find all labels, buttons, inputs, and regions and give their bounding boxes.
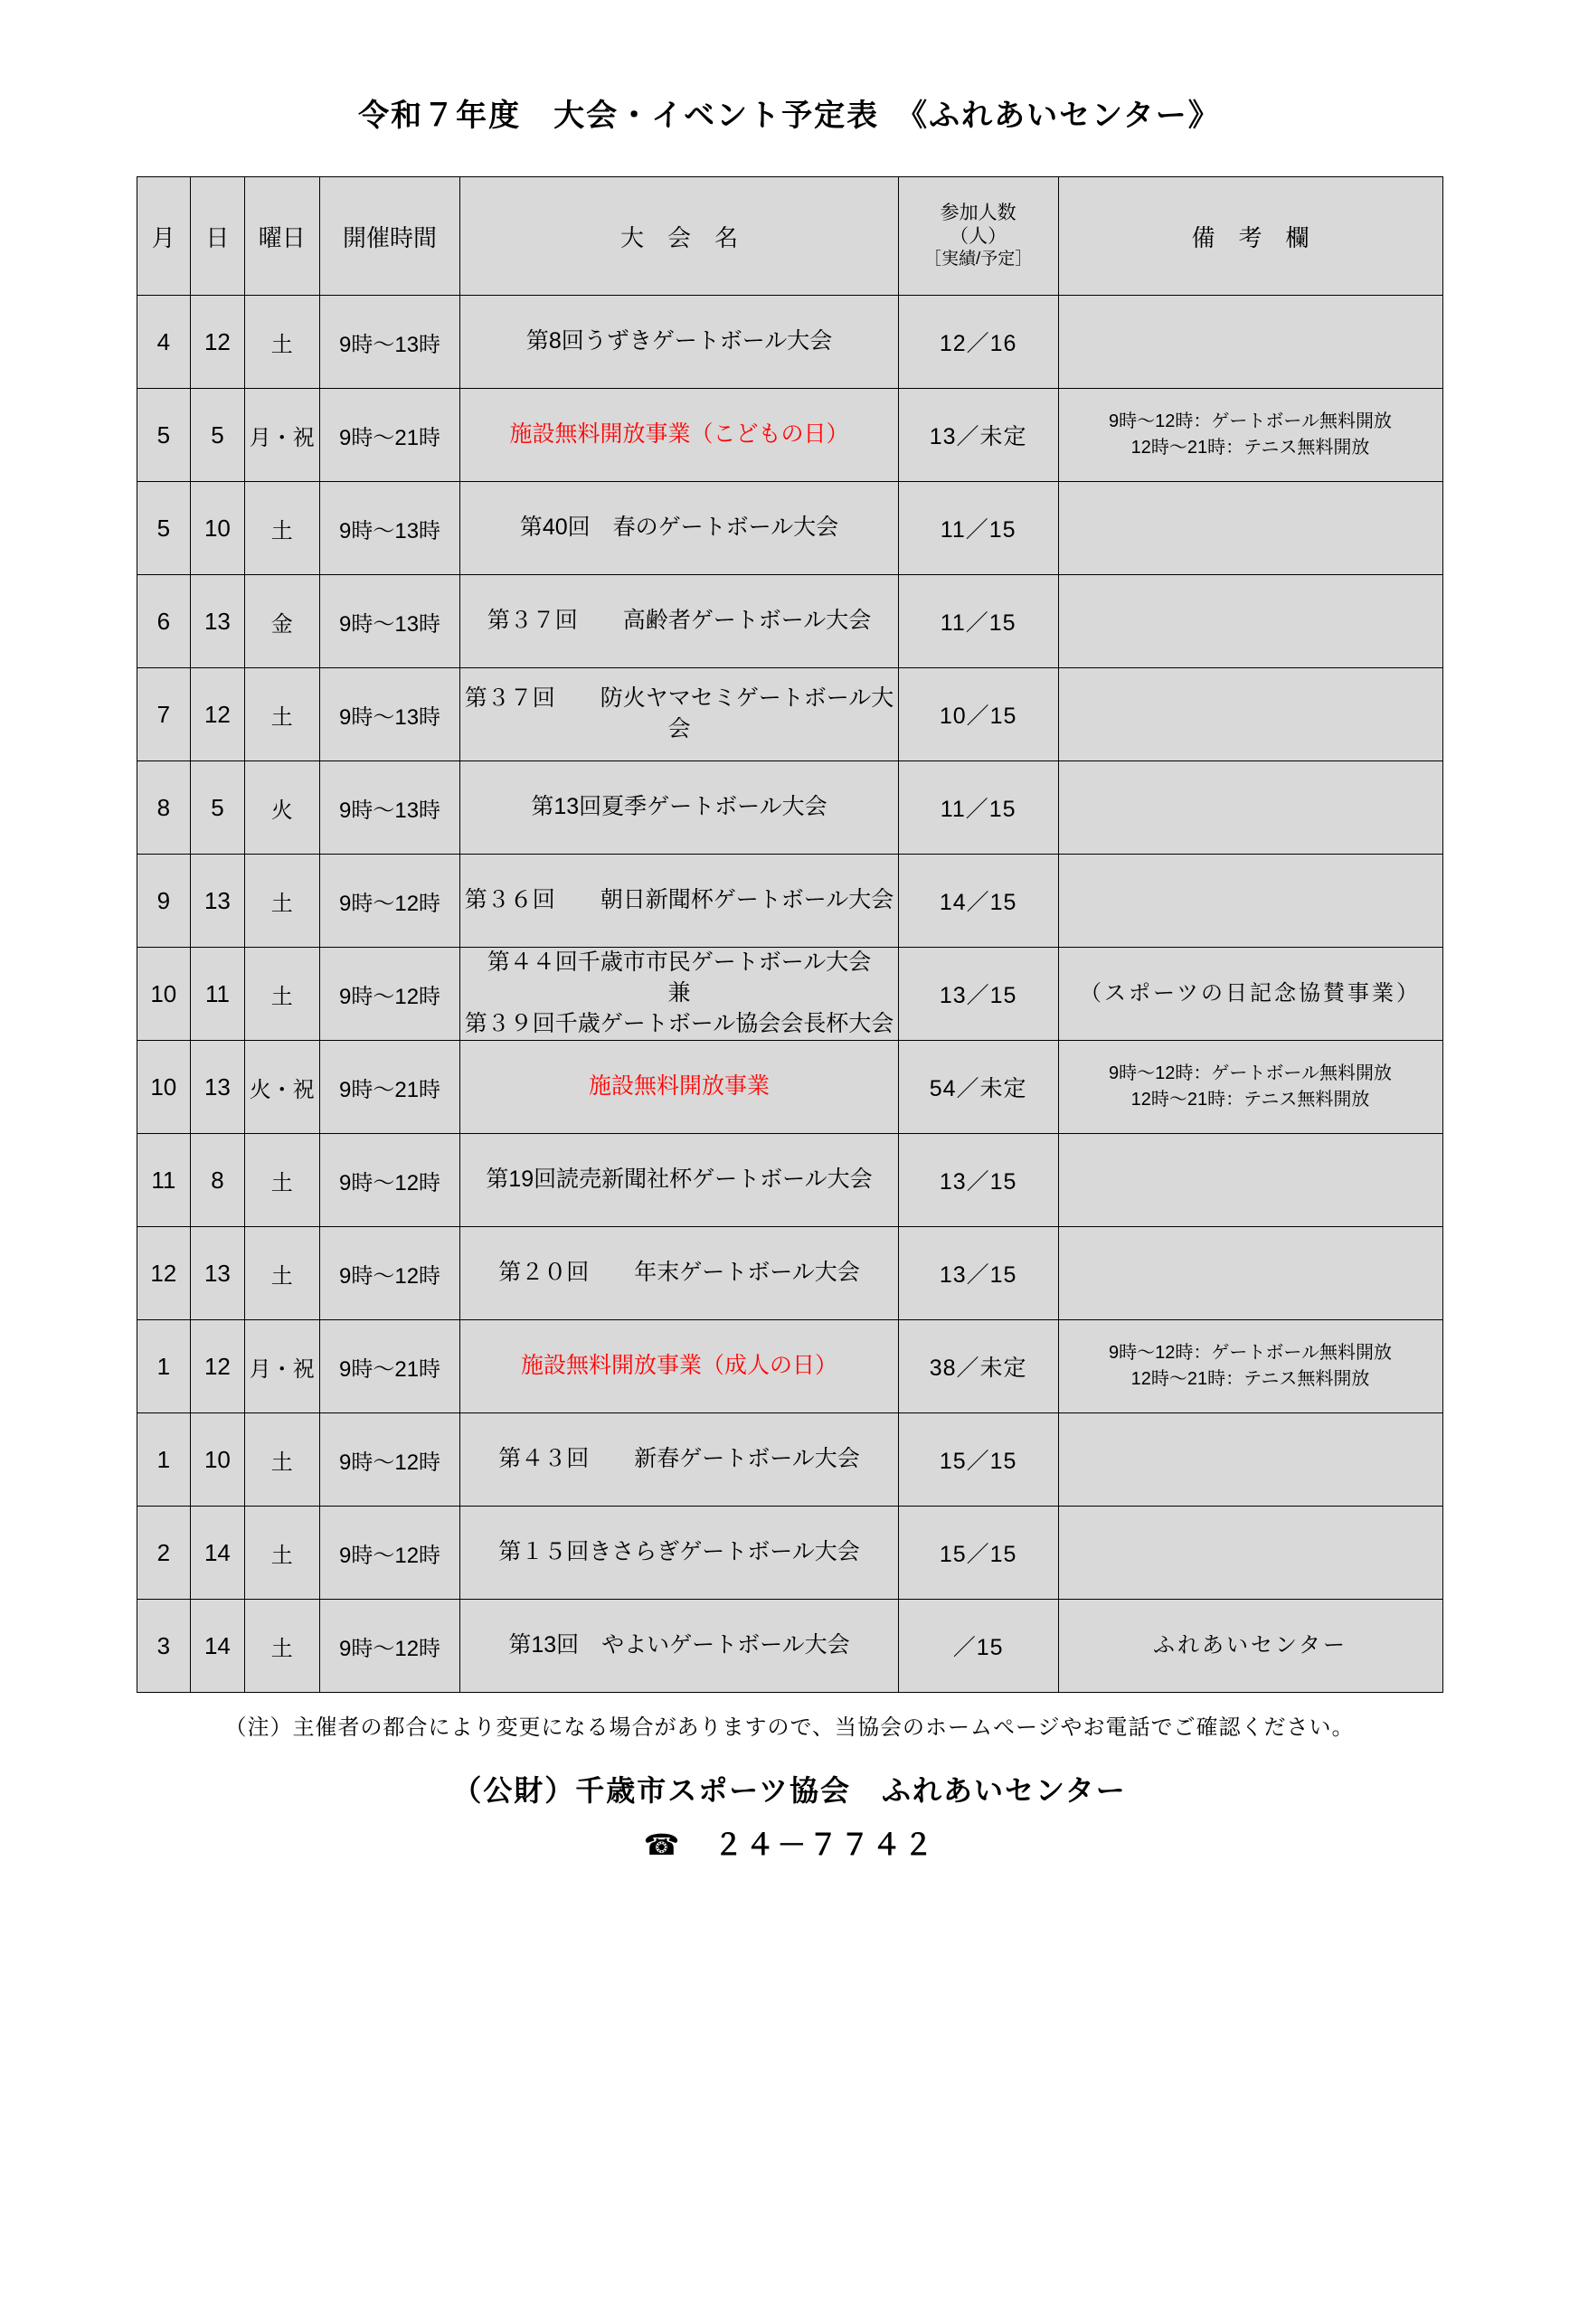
cell-participants: 13／未定 [898,389,1058,482]
cell-day: 10 [191,1413,245,1507]
cell-time: 9時〜13時 [319,575,459,668]
cell-time: 9時〜21時 [319,1041,459,1134]
table-row [137,1134,1442,1227]
cell-day: 12 [191,296,245,389]
cell-month: 11 [137,1134,191,1227]
cell-note [1058,296,1442,389]
cell-day: 14 [191,1600,245,1693]
column-header-month: 月 [137,177,191,296]
table-row [137,1227,1442,1320]
cell-month: 5 [137,389,191,482]
table-row [137,855,1442,948]
cell-time: 9時〜13時 [319,761,459,855]
cell-time: 9時〜13時 [319,296,459,389]
column-header-day: 日 [191,177,245,296]
cell-time: 9時〜13時 [319,482,459,575]
cell-event-name: 第４３回 新春ゲートボール大会 [460,1413,899,1507]
cell-time: 9時〜12時 [319,948,459,1041]
cell-note [1058,1507,1442,1600]
cell-participants: 15／15 [898,1507,1058,1600]
cell-event-name: 第１５回きさらぎゲートボール大会 [460,1507,899,1600]
schedule-table [137,176,1443,1693]
cell-event-name: 第13回夏季ゲートボール大会 [460,761,899,855]
cell-weekday: 火 [244,761,319,855]
cell-note: ふれあいセンター [1058,1600,1442,1693]
cell-note [1058,575,1442,668]
cell-note [1058,668,1442,761]
people-header-line1: 参加人数 [940,202,1016,223]
cell-weekday: 土 [244,1507,319,1600]
table-row [137,1320,1442,1413]
cell-day: 12 [191,668,245,761]
cell-weekday: 火・祝 [244,1041,319,1134]
cell-month: 9 [137,855,191,948]
cell-day: 10 [191,482,245,575]
cell-time: 9時〜13時 [319,668,459,761]
cell-month: 8 [137,761,191,855]
cell-participants: 13／15 [898,1227,1058,1320]
cell-weekday: 土 [244,1600,319,1693]
footer [0,1768,1579,1864]
cell-participants: 13／15 [898,1134,1058,1227]
cell-event-name: 第13回 やよいゲートボール大会 [460,1600,899,1693]
cell-day: 13 [191,855,245,948]
cell-event-name: 第４４回千歳市市民ゲートボール大会 兼 第３９回千歳ゲートボール協会会長杯大会 [460,948,899,1041]
cell-time: 9時〜12時 [319,855,459,948]
table-row [137,1413,1442,1507]
document-page [0,90,1579,2324]
cell-time: 9時〜12時 [319,1413,459,1507]
cell-month: 7 [137,668,191,761]
cell-note [1058,482,1442,575]
cell-day: 8 [191,1134,245,1227]
table-row [137,668,1442,761]
cell-participants: 12／16 [898,296,1058,389]
column-header-weekday: 曜日 [244,177,319,296]
cell-event-name: 第２０回 年末ゲートボール大会 [460,1227,899,1320]
cell-note [1058,1227,1442,1320]
cell-month: 5 [137,482,191,575]
footer-organization: （公財）千歳市スポーツ協会 ふれあいセンター [452,1774,1127,1807]
cell-event-name: 施設無料開放事業（成人の日） [460,1320,899,1413]
cell-event-name: 施設無料開放事業（こどもの日） [460,389,899,482]
cell-day: 13 [191,1041,245,1134]
table-row [137,1600,1442,1693]
cell-participants: 14／15 [898,855,1058,948]
table-row [137,296,1442,389]
cell-weekday: 土 [244,855,319,948]
cell-participants: 11／15 [898,761,1058,855]
cell-event-name: 施設無料開放事業 [460,1041,899,1134]
table-row [137,482,1442,575]
cell-month: 3 [137,1600,191,1693]
cell-weekday: 土 [244,296,319,389]
cell-event-name: 第19回読売新聞社杯ゲートボール大会 [460,1134,899,1227]
cell-note [1058,855,1442,948]
cell-month: 2 [137,1507,191,1600]
cell-event-name: 第３６回 朝日新聞杯ゲートボール大会 [460,855,899,948]
cell-time: 9時〜21時 [319,389,459,482]
cell-weekday: 月・祝 [244,389,319,482]
cell-month: 4 [137,296,191,389]
cell-month: 12 [137,1227,191,1320]
cell-participants: 54／未定 [898,1041,1058,1134]
cell-month: 10 [137,1041,191,1134]
cell-day: 5 [191,389,245,482]
cell-note [1058,1134,1442,1227]
cell-note: 9時〜12時：ゲートボール無料開放 12時〜21時：テニス無料開放 [1058,1320,1442,1413]
cell-participants: 13／15 [898,948,1058,1041]
disclaimer-note: （注）主催者の都合により変更になる場合がありますので、当協会のホームページやお電話でご確認ください。 [224,1715,1355,1740]
cell-time: 9時〜12時 [319,1600,459,1693]
schedule-table-wrapper [137,176,1443,1693]
footer-telephone: ☎ ２４－７７４２ [643,1828,936,1861]
cell-month: 1 [137,1413,191,1507]
cell-note [1058,1413,1442,1507]
cell-participants: 38／未定 [898,1320,1058,1413]
page-title: 令和７年度 大会・イベント予定表 《ふれあいセンター》 [358,99,1221,133]
cell-event-name: 第３７回 防火ヤマセミゲートボール大会 [460,668,899,761]
column-header-event: 大 会 名 [460,177,899,296]
table-header [137,177,1442,296]
cell-weekday: 土 [244,1227,319,1320]
cell-time: 9時〜21時 [319,1320,459,1413]
cell-event-name: 第8回うずきゲートボール大会 [460,296,899,389]
column-header-people [898,177,1058,296]
cell-weekday: 土 [244,1413,319,1507]
table-row [137,575,1442,668]
cell-note: 9時〜12時：ゲートボール無料開放 12時〜21時：テニス無料開放 [1058,389,1442,482]
cell-month: 1 [137,1320,191,1413]
cell-participants: 10／15 [898,668,1058,761]
cell-weekday: 月・祝 [244,1320,319,1413]
cell-note [1058,761,1442,855]
cell-day: 13 [191,1227,245,1320]
cell-weekday: 金 [244,575,319,668]
cell-time: 9時〜12時 [319,1227,459,1320]
cell-weekday: 土 [244,482,319,575]
cell-note: （スポーツの日記念協賛事業） [1058,948,1442,1041]
cell-day: 5 [191,761,245,855]
table-row [137,1507,1442,1600]
cell-month: 10 [137,948,191,1041]
cell-event-name: 第３７回 高齢者ゲートボール大会 [460,575,899,668]
table-row [137,1041,1442,1134]
table-body [137,296,1442,1693]
cell-note: 9時〜12時：ゲートボール無料開放 12時〜21時：テニス無料開放 [1058,1041,1442,1134]
table-row [137,761,1442,855]
cell-time: 9時〜12時 [319,1134,459,1227]
cell-participants: 11／15 [898,575,1058,668]
cell-weekday: 土 [244,1134,319,1227]
header-row [137,177,1442,296]
cell-month: 6 [137,575,191,668]
cell-day: 13 [191,575,245,668]
cell-participants: 11／15 [898,482,1058,575]
column-header-note: 備 考 欄 [1058,177,1442,296]
cell-weekday: 土 [244,668,319,761]
cell-day: 11 [191,948,245,1041]
cell-participants: 15／15 [898,1413,1058,1507]
table-row [137,948,1442,1041]
table-row [137,389,1442,482]
cell-day: 12 [191,1320,245,1413]
column-header-time: 開催時間 [319,177,459,296]
cell-event-name: 第40回 春のゲートボール大会 [460,482,899,575]
people-header-line3: ［実績/予定］ [924,250,1033,269]
cell-participants: ／15 [898,1600,1058,1693]
people-header-line2: （人） [950,226,1007,248]
cell-weekday: 土 [244,948,319,1041]
cell-time: 9時〜12時 [319,1507,459,1600]
cell-day: 14 [191,1507,245,1600]
